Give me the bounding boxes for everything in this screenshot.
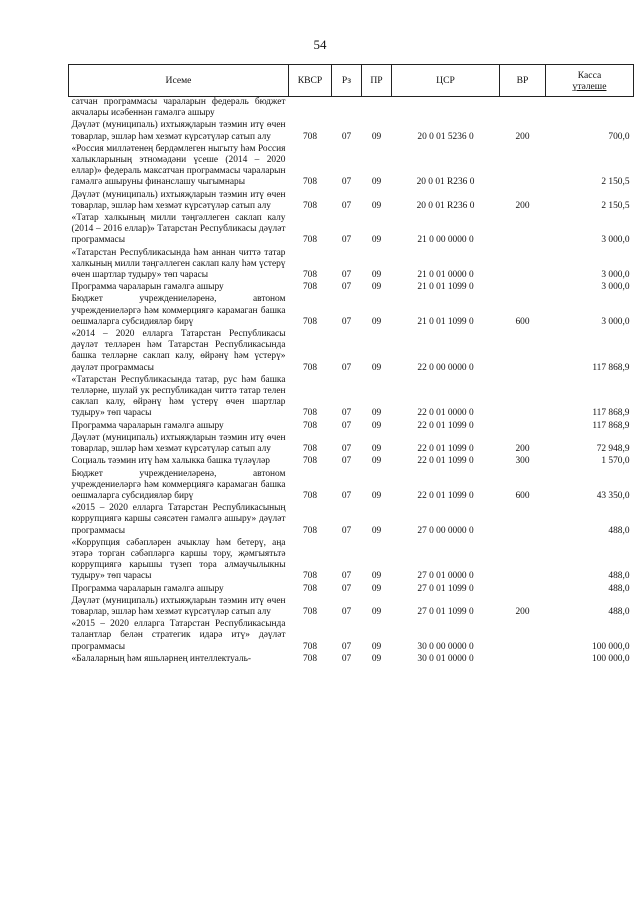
cell-kvsr: 708	[302, 606, 318, 617]
cell-vr: 600	[515, 490, 530, 501]
cell-kvsr: 708	[302, 177, 318, 188]
table-row	[69, 538, 634, 584]
cell-sum: 3 000,0	[601, 282, 630, 293]
cell-pr: 09	[371, 641, 382, 652]
cell-rz: 07	[341, 571, 352, 582]
cell-pr: 09	[371, 131, 382, 142]
cell-rz: 07	[341, 456, 352, 467]
cell-csr: 20 0 01 R236 0	[416, 200, 475, 211]
cell-rz: 07	[341, 420, 352, 431]
cell-pr	[362, 97, 392, 121]
cell-kvsr: 708	[302, 571, 318, 582]
cell-pr: 09	[371, 490, 382, 501]
header-pr: ПР	[362, 65, 392, 97]
cell-csr: 22 0 00 0000 0	[417, 362, 474, 373]
cell-vr	[500, 282, 546, 294]
cell-csr: 20 0 01 R236 0	[416, 177, 475, 188]
cell-rz: 07	[341, 131, 352, 142]
page-number: 54	[313, 37, 327, 52]
cell-csr: 27 0 01 1099 0	[417, 583, 474, 594]
header-vr: ВР	[500, 65, 546, 97]
cell-name: «Балаларның һәм яшьләрнең интеллектуаль-	[71, 653, 252, 664]
cell-kvsr: 708	[302, 282, 318, 293]
cell-sum: 43 350,0	[596, 490, 630, 501]
cell-csr: 21 0 00 0000 0	[417, 235, 474, 246]
cell-sum: 1 570,0	[601, 456, 630, 467]
cell-vr	[500, 144, 546, 190]
cell-name: Бюджет учреждениеләренә, автоном учреждениеләргә һәм коммерциягә карамаган башка оешмаларга субсидияләр бирү	[71, 294, 286, 327]
cell-vr: 600	[515, 316, 530, 327]
cell-pr: 09	[371, 316, 382, 327]
table-row	[69, 248, 634, 283]
cell-pr: 09	[371, 606, 382, 617]
cell-vr: 200	[515, 444, 530, 455]
cell-kvsr: 708	[302, 235, 318, 246]
cell-rz: 07	[341, 200, 352, 211]
cell-csr: 22 0 01 1099 0	[417, 456, 474, 467]
cell-name: Дәүләт (муниципаль) ихтыяҗларын тәэмин итү өчен товарлар, эшләр һәм хезмәт күрсәтүләр сатып алу	[71, 595, 286, 617]
cell-sum: 72 948,9	[596, 444, 630, 455]
cell-kvsr: 708	[302, 583, 318, 594]
table-row	[69, 120, 634, 143]
cell-csr: 30 0 00 0000 0	[417, 641, 474, 652]
cell-rz: 07	[341, 606, 352, 617]
table-row	[69, 190, 634, 213]
table-row	[69, 213, 634, 248]
cell-sum: 700,0	[608, 131, 630, 142]
header-sum-line1: Касса	[577, 69, 602, 81]
cell-pr: 09	[371, 420, 382, 431]
cell-rz: 07	[341, 235, 352, 246]
cell-vr	[500, 538, 546, 584]
cell-name: Дәүләт (муниципаль) ихтыяҗларын тәэмин итү өчен товарлар, эшләр һәм хезмәт күрсәтүләр сатып алу	[71, 189, 286, 211]
cell-vr: 200	[515, 606, 530, 617]
cell-csr: 21 0 01 1099 0	[417, 316, 474, 327]
cell-vr	[500, 584, 546, 596]
cell-sum: 488,0	[608, 606, 630, 617]
cell-name: «Россия милләтенең бердәмлеген ныгыту һәм Россия халыкларының этномәдәни үсеше (2014 – 2020 еллар)» федераль максатчан программасы чараларын гамәлгә ашыруны финанслашу чыгымнары	[71, 143, 286, 188]
cell-kvsr: 708	[302, 444, 318, 455]
cell-kvsr: 708	[302, 362, 318, 373]
cell-kvsr: 708	[302, 456, 318, 467]
cell-name: «Коррупция сәбәпләрен ачыклау һәм бетерү, аңа этәрә торган сәбәпләргә каршы тору, җәмгыятьтә коррупциягә карышы түзеп тора алмаучылыкны тудыру» төп чарасы	[71, 537, 286, 582]
header-sum-line2: үтәлеше	[572, 80, 607, 92]
cell-vr	[500, 503, 546, 538]
cell-vr	[500, 375, 546, 421]
cell-kvsr: 708	[302, 131, 318, 142]
table-header	[69, 65, 634, 97]
cell-pr: 09	[371, 177, 382, 188]
cell-kvsr	[289, 97, 332, 121]
table-row	[69, 654, 634, 666]
table-row	[69, 329, 634, 375]
cell-rz: 07	[341, 641, 352, 652]
cell-sum: 117 868,9	[592, 408, 630, 419]
cell-sum: 2 150,5	[601, 177, 630, 188]
cell-vr	[500, 97, 546, 121]
cell-csr: 30 0 01 0000 0	[417, 653, 474, 664]
cell-kvsr: 708	[302, 641, 318, 652]
cell-name: Программа чараларын гамәлгә ашыру	[71, 420, 224, 431]
cell-kvsr: 708	[302, 653, 318, 664]
cell-rz: 07	[341, 316, 352, 327]
cell-sum: 117 868,9	[592, 362, 630, 373]
cell-pr: 09	[371, 270, 382, 281]
cell-rz: 07	[341, 408, 352, 419]
cell-vr	[500, 619, 546, 654]
table-row	[69, 469, 634, 504]
cell-pr: 09	[371, 282, 382, 293]
cell-pr: 09	[371, 408, 382, 419]
table-row	[69, 282, 634, 294]
cell-name: сатчан программасы чараларын федераль бюджет акчалары исәбеннән гамәлгә ашыру	[71, 97, 286, 119]
cell-pr: 09	[371, 583, 382, 594]
cell-kvsr: 708	[302, 420, 318, 431]
header-rz: Рз	[332, 65, 362, 97]
cell-vr	[500, 213, 546, 248]
cell-pr: 09	[371, 235, 382, 246]
cell-rz: 07	[341, 583, 352, 594]
table-row	[69, 433, 634, 456]
table-row	[69, 421, 634, 433]
cell-name: Социаль тәэмин итү һәм халыкка башка түләүләр	[71, 456, 270, 467]
cell-pr: 09	[371, 444, 382, 455]
cell-kvsr: 708	[302, 408, 318, 419]
table-row	[69, 294, 634, 329]
header-kvsr: КВСР	[289, 65, 332, 97]
cell-csr: 21 0 01 0000 0	[417, 270, 474, 281]
cell-sum: 3 000,0	[601, 270, 630, 281]
cell-vr	[500, 329, 546, 375]
cell-pr: 09	[371, 200, 382, 211]
cell-kvsr: 708	[302, 525, 318, 536]
cell-rz: 07	[341, 444, 352, 455]
cell-kvsr: 708	[302, 270, 318, 281]
header-csr: ЦСР	[392, 65, 500, 97]
cell-pr: 09	[371, 362, 382, 373]
cell-name: «Татар халкының милли тәңгәллеген саклап калу (2014 – 2016 еллар)» Татарстан Республикасы дәүләт программасы	[71, 213, 286, 246]
cell-name: Программа чараларын гамәлгә ашыру	[71, 583, 224, 594]
cell-sum	[546, 97, 634, 121]
table-row	[69, 596, 634, 619]
cell-vr	[500, 654, 546, 666]
cell-rz: 07	[341, 270, 352, 281]
table-row	[69, 97, 634, 121]
cell-vr	[500, 421, 546, 433]
cell-csr: 21 0 01 1099 0	[417, 282, 474, 293]
cell-name: Программа чараларын гамәлгә ашыру	[71, 282, 224, 293]
cell-rz: 07	[341, 653, 352, 664]
table-row	[69, 584, 634, 596]
cell-pr: 09	[371, 525, 382, 536]
cell-name: «2015 – 2020 елларга Татарстан Республикасында талантлар белән стратегик идарә итү» дәүләт программасы	[71, 619, 286, 652]
cell-sum: 100 000,0	[592, 641, 630, 652]
cell-rz: 07	[341, 490, 352, 501]
cell-sum: 117 868,9	[592, 420, 630, 431]
table-row	[69, 456, 634, 468]
cell-pr: 09	[371, 456, 382, 467]
cell-kvsr: 708	[302, 200, 318, 211]
cell-sum: 3 000,0	[601, 316, 630, 327]
cell-csr: 27 0 00 0000 0	[417, 525, 474, 536]
table-body	[69, 97, 634, 666]
cell-rz	[332, 97, 362, 121]
cell-name: «Татарстан Республикасында һәм аннан читтә татар халкының милли тәңгәллеген саклап калу һәм үстерү өчен шартлар тудыру» төп чарасы	[71, 247, 286, 281]
cell-csr: 22 0 01 0000 0	[417, 408, 474, 419]
cell-sum: 2 150,5	[601, 200, 630, 211]
cell-name: «2014 – 2020 елларга Татарстан Республикасы дәүләт телләрен һәм Татарстан Республикасында башка телләрне саклап калу, өйрәнү һәм үстерү» дәүләт программасы	[71, 329, 286, 373]
cell-csr: 22 0 01 1099 0	[417, 444, 474, 455]
cell-rz: 07	[341, 177, 352, 188]
budget-table	[68, 64, 634, 666]
cell-csr: 22 0 01 1099 0	[417, 420, 474, 431]
cell-csr	[392, 97, 500, 121]
cell-sum: 488,0	[608, 571, 630, 582]
cell-sum: 488,0	[608, 525, 630, 536]
cell-sum: 3 000,0	[601, 235, 630, 246]
cell-csr: 27 0 01 1099 0	[417, 606, 474, 617]
cell-csr: 27 0 01 0000 0	[417, 571, 474, 582]
cell-vr	[500, 248, 546, 283]
table-row	[69, 375, 634, 421]
cell-rz: 07	[341, 362, 352, 373]
cell-kvsr: 708	[302, 490, 318, 501]
cell-name: Дәүләт (муниципаль) ихтыяҗларын тәэмин итү өчен товарлар, эшләр һәм хезмәт күрсәтүләр сатып алу	[71, 120, 286, 142]
cell-sum: 488,0	[608, 583, 630, 594]
cell-pr: 09	[371, 571, 382, 582]
cell-vr: 200	[515, 131, 530, 142]
cell-name: «2015 – 2020 елларга Татарстан Республикасының коррупциягә каршы сәясәтен гамәлгә ашыру» дәүләт программасы	[71, 503, 286, 536]
cell-csr: 20 0 01 5236 0	[417, 131, 474, 142]
cell-vr: 200	[515, 200, 530, 211]
cell-name: Бюджет учреждениеләренә, автоном учреждениеләргә һәм коммерциягә карамаган башка оешмаларга субсидияләр бирү	[71, 468, 286, 501]
table-row	[69, 503, 634, 538]
cell-rz: 07	[341, 282, 352, 293]
cell-vr: 300	[515, 456, 530, 467]
cell-kvsr: 708	[302, 316, 318, 327]
cell-name: «Татарстан Республикасында татар, рус һәм башка телләрне, шулай ук республикадан читтә татар телен саклап калу, өйрәнү һәм үстерү өчен шартлар тудыру» төп чарасы	[71, 374, 286, 419]
table-row	[69, 144, 634, 190]
header-name: Исеме	[69, 65, 289, 97]
cell-rz: 07	[341, 525, 352, 536]
cell-csr: 22 0 01 1099 0	[417, 490, 474, 501]
cell-sum: 100 000,0	[592, 653, 630, 664]
cell-pr: 09	[371, 653, 382, 664]
table-row	[69, 619, 634, 654]
cell-name: Дәүләт (муниципаль) ихтыяҗларын тәэмин итү өчен товарлар, эшләр һәм хезмәт күрсәтүләр сатып алу	[71, 432, 286, 455]
header-sum	[546, 65, 634, 97]
